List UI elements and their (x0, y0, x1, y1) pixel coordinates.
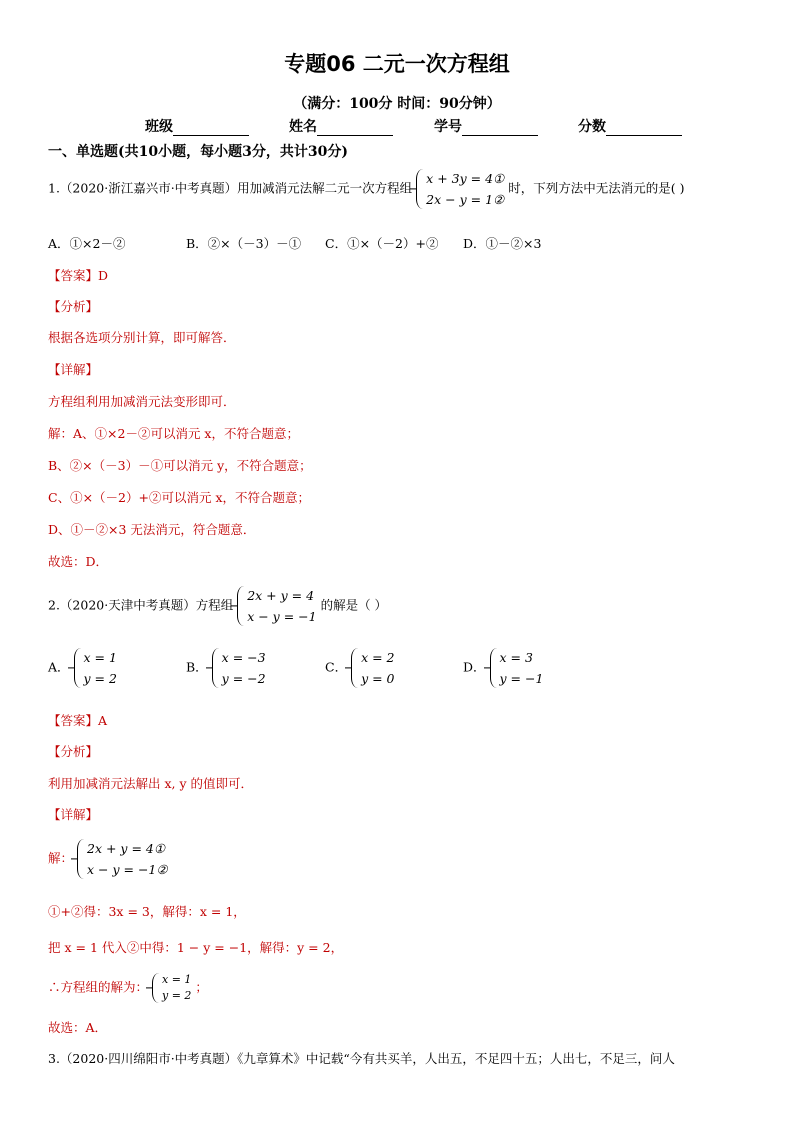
question-1-detail-line: 方程组利用加减消元法变形即可． (48, 394, 236, 409)
question-2-step-2: 把 x = 1 代入②中得：1 − y = −1，解得：y = 2， (48, 940, 344, 955)
question-1-stem: 1.（2020·浙江嘉兴市·中考真题）用加减消元法解二元一次方程组 x + 3y = 4① 2x − y = 1② 时，下列方法中无法消元的是( ) (48, 168, 684, 210)
question-2-system: 2x + y = 4 x − y = −1 (237, 585, 316, 627)
class-field: 班级 (145, 116, 249, 136)
question-1-detail-line: C、①×（－2）+②可以消元 x，不符合题意； (48, 490, 310, 505)
question-1-detail-line: B、②×（－3）－①可以消元 y，不符合题意； (48, 458, 312, 473)
question-2-detail-label: 【详解】 (48, 807, 99, 822)
question-1-analysis: 根据各选项分别计算，即可解答． (48, 330, 236, 345)
question-1-conclusion: 故选：D． (48, 554, 109, 569)
question-1-detail-line: D、①－②×3 无法消元，符合题意． (48, 522, 256, 537)
question-2-option-b: B． x = −3 y = −2 (186, 650, 266, 686)
question-1-detail-label: 【详解】 (48, 362, 99, 377)
question-2-conclusion: 故选：A． (48, 1020, 108, 1035)
question-1-detail-line: 解：A、①×2－②可以消元 x，不符合题意； (48, 426, 299, 441)
question-2-option-c: C． x = 2 y = 0 (325, 650, 395, 686)
question-1-option-d: D．①－②×3 (463, 236, 542, 251)
question-3-stem: 3.（2020·四川绵阳市·中考真题）《九章算术》中记载“今有共买羊，人出五，不足四十五；人出七，不足三，问人 (48, 1051, 675, 1066)
question-2-step-1: ①+②得：3x = 3，解得：x = 1， (48, 904, 246, 919)
question-2-step-3: ∴方程组的解为： x = 1 y = 2 ； (48, 973, 208, 1002)
section-heading: 一、单选题(共10小题，每小题3分，共计30分) (48, 144, 348, 160)
question-2-analysis-label: 【分析】 (48, 744, 99, 759)
question-1-answer: 【答案】D (48, 268, 109, 283)
question-2-stem: 2.（2020·天津中考真题）方程组 2x + y = 4 x − y = −1 的解是（ ） (48, 585, 387, 627)
question-2-solve-system: 解： 2x + y = 4① x − y = −1② (48, 841, 168, 877)
student-id-field: 学号 (434, 116, 538, 136)
question-2-analysis: 利用加减消元法解出 x, y 的值即可． (48, 776, 254, 791)
question-1-option-a: A．①×2－② (48, 236, 126, 251)
question-1-system: x + 3y = 4① 2x − y = 1② (416, 168, 504, 210)
document-subtitle: （满分：100分 时间：90分钟） (293, 96, 501, 112)
score-field: 分数 (578, 116, 682, 136)
document-title: 专题06 二元一次方程组 (284, 52, 510, 76)
question-1-option-b: B．②×（－3）－① (186, 236, 302, 251)
question-2-answer: 【答案】A (48, 713, 108, 728)
question-2-option-a: A． x = 1 y = 2 (48, 650, 117, 686)
question-2-option-d: D． x = 3 y = −1 (463, 650, 544, 686)
question-1-option-c: C．①×（－2）+② (325, 236, 439, 251)
question-1-analysis-label: 【分析】 (48, 299, 99, 314)
name-field: 姓名 (289, 116, 393, 136)
